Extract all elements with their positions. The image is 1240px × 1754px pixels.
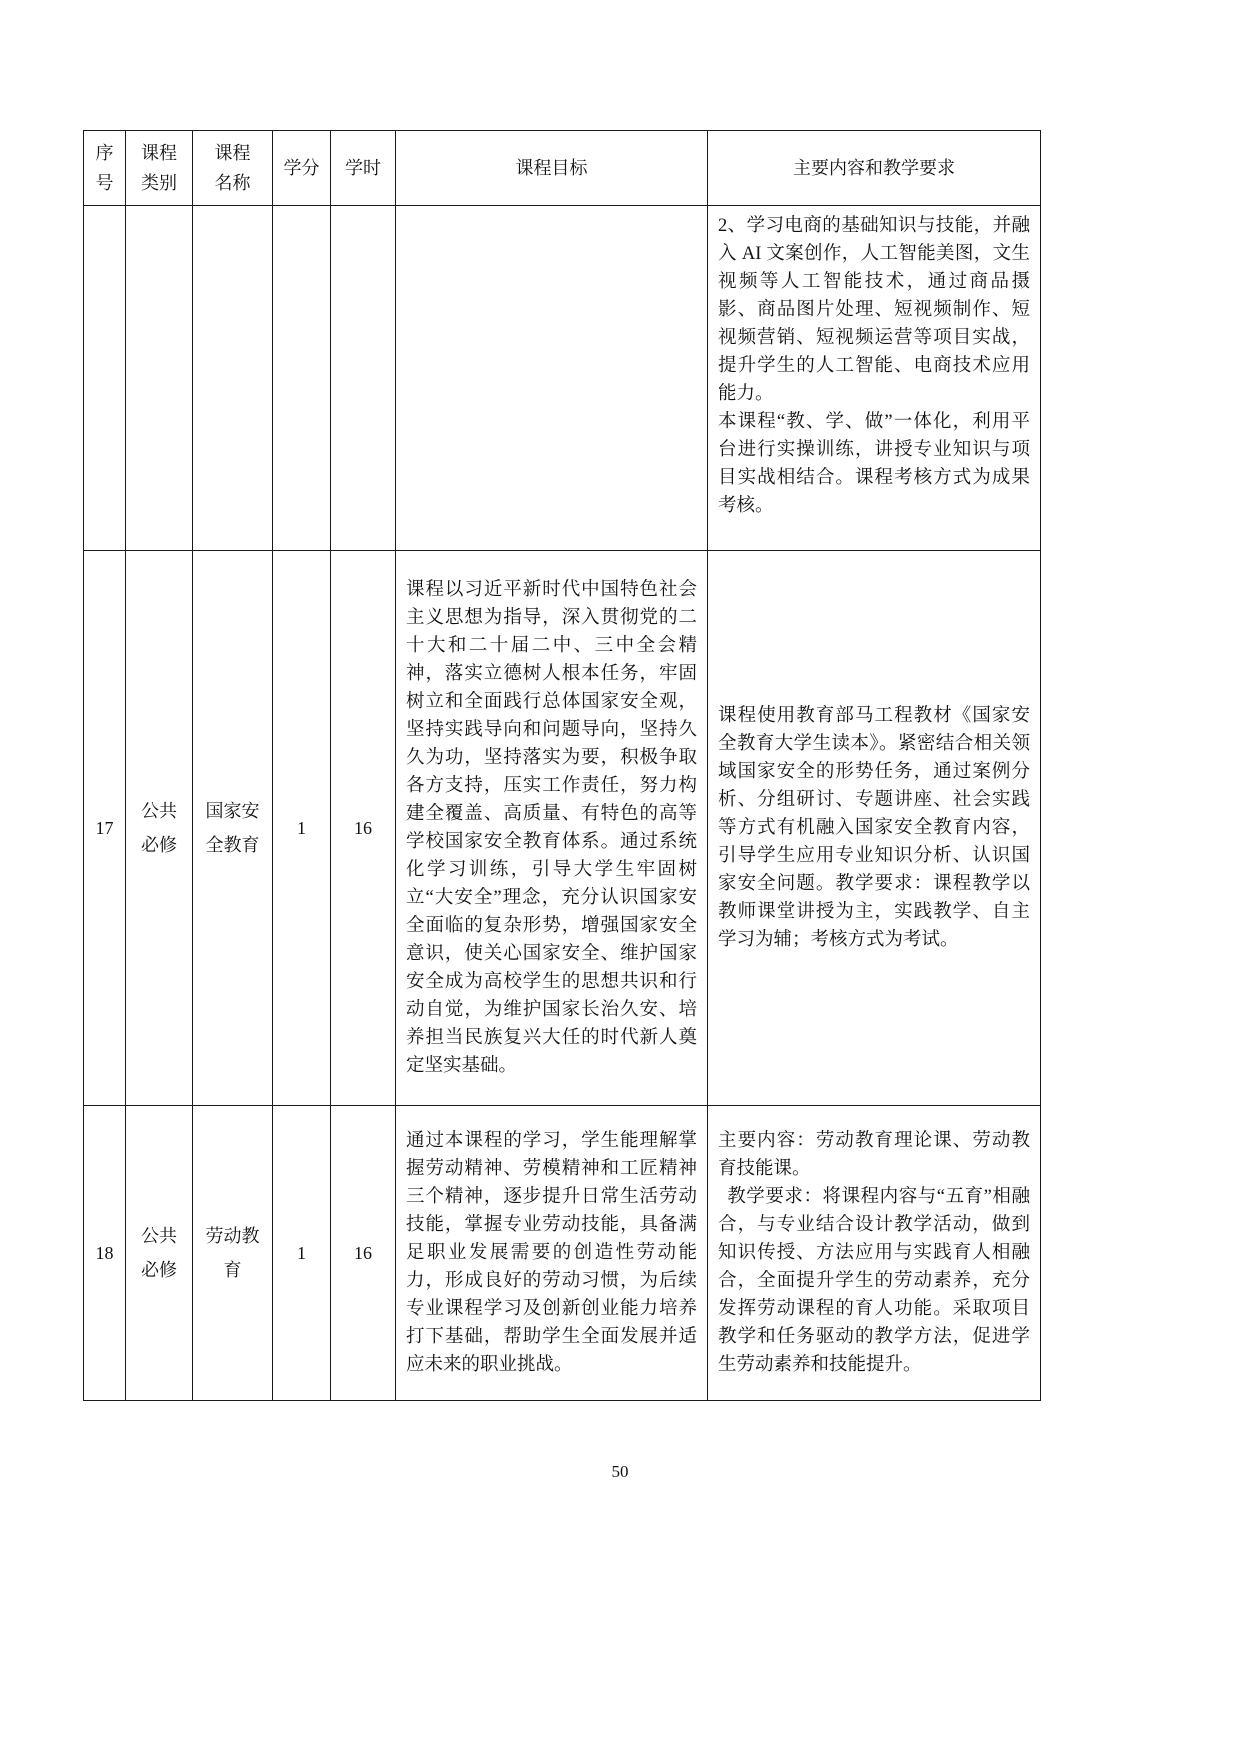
header-hours: 学时	[331, 131, 396, 206]
course-plan-table	[83, 130, 1041, 1401]
row18-content-cell	[708, 1106, 1041, 1401]
cont-credits-cell	[273, 206, 331, 551]
objectives-paragraph: 通过本课程的学习，学生能理解掌握劳动精神、劳模精神和工匠精神三个精神，逐步提升日常生活劳动技能，掌握专业劳动技能，具备满足职业发展需要的创造性劳动能力，形成良好的劳动习惯，为后续专业课程学习及创新创业能力培养打下基础，帮助学生全面发展并适应未来的职业挑战。	[406, 1131, 697, 1375]
content-paragraph: 主要内容：劳动教育理论课、劳动教育技能课。	[718, 1131, 1030, 1179]
content-paragraph: 课程使用教育部马工程教材《国家安全教育大学生读本》。紧密结合相关领域国家安全的形势任务，通过案例分析、分组研讨、专题讲座、社会实践等方式有机融入国家安全教育内容，引导学生应用专业知识分析、认识国家安全问题。教学要求：课程教学以教师课堂讲授为主，实践教学、自主学习为辅；考核方式为考试。	[718, 706, 1030, 950]
row17-name-cell: 国家安全教育	[193, 551, 273, 1106]
row18-name-cell: 劳动教育	[193, 1106, 273, 1401]
row18-hours-cell: 16	[331, 1106, 396, 1401]
table-row-18	[84, 1106, 1041, 1401]
table-row-continuation	[84, 206, 1041, 551]
header-course-name: 课程名称	[193, 131, 273, 206]
header-category: 课程类别	[126, 131, 193, 206]
row17-objectives-cell	[396, 551, 708, 1106]
cont-name-cell	[193, 206, 273, 551]
row18-seq-cell: 18	[84, 1106, 126, 1401]
page-number: 50	[611, 1462, 629, 1481]
cont-seq-cell	[84, 206, 126, 551]
cont-objectives-cell	[396, 206, 708, 551]
row17-category-cell: 公共必修	[126, 551, 193, 1106]
row17-hours-cell: 16	[331, 551, 396, 1106]
header-seq: 序号	[84, 131, 126, 206]
row17-credits-cell: 1	[273, 551, 331, 1106]
cont-category-cell	[126, 206, 193, 551]
table-header-row	[84, 131, 1041, 206]
row18-objectives-cell	[396, 1106, 708, 1401]
row17-seq-cell: 17	[84, 551, 126, 1106]
content-paragraph: 2、学习电商的基础知识与技能，并融入 AI 文案创作，人工智能美图，文生视频等人工智能技术，通过商品摄影、商品图片处理、短视频制作、短视频营销、短视频运营等项目实战，提升学生的人工智能、电商技术应用能力。	[718, 216, 1030, 404]
header-objectives: 课程目标	[396, 131, 708, 206]
content-paragraph: 本课程“教、学、做”一体化，利用平台进行实操训练，讲授专业知识与项目实战相结合。课程考核方式为成果考核。	[718, 412, 1030, 516]
cont-content-cell	[708, 206, 1041, 551]
content-paragraph: 教学要求：将课程内容与“五育”相融合，与专业结合设计教学活动，做到知识传授、方法应用与实践育人相融合，全面提升学生的劳动素养，充分发挥劳动课程的育人功能。采取项目教学和任务驱动的教学方法，促进学生劳动素养和技能提升。	[718, 1187, 1030, 1375]
row18-credits-cell: 1	[273, 1106, 331, 1401]
row17-content-cell	[708, 551, 1041, 1106]
cont-hours-cell	[331, 206, 396, 551]
objectives-paragraph: 课程以习近平新时代中国特色社会主义思想为指导，深入贯彻党的二十大和二十届二中、三中全会精神，落实立德树人根本任务，牢固树立和全面践行总体国家安全观，坚持实践导向和问题导向，坚持久久为功，坚持落实为要，积极争取各方支持，压实工作责任，努力构建全覆盖、高质量、有特色的高等学校国家安全教育体系。通过系统化学习训练，引导大学生牢固树立“大安全”理念，充分认识国家安全面临的复杂形势，增强国家安全意识，使关心国家安全、维护国家安全成为高校学生的思想共识和行动自觉，为维护国家长治久安、培养担当民族复兴大任的时代新人奠定坚实基础。	[406, 580, 697, 1076]
row18-category-cell: 公共必修	[126, 1106, 193, 1401]
table-row-17	[84, 551, 1041, 1106]
header-content: 主要内容和教学要求	[708, 131, 1041, 206]
header-credits: 学分	[273, 131, 331, 206]
